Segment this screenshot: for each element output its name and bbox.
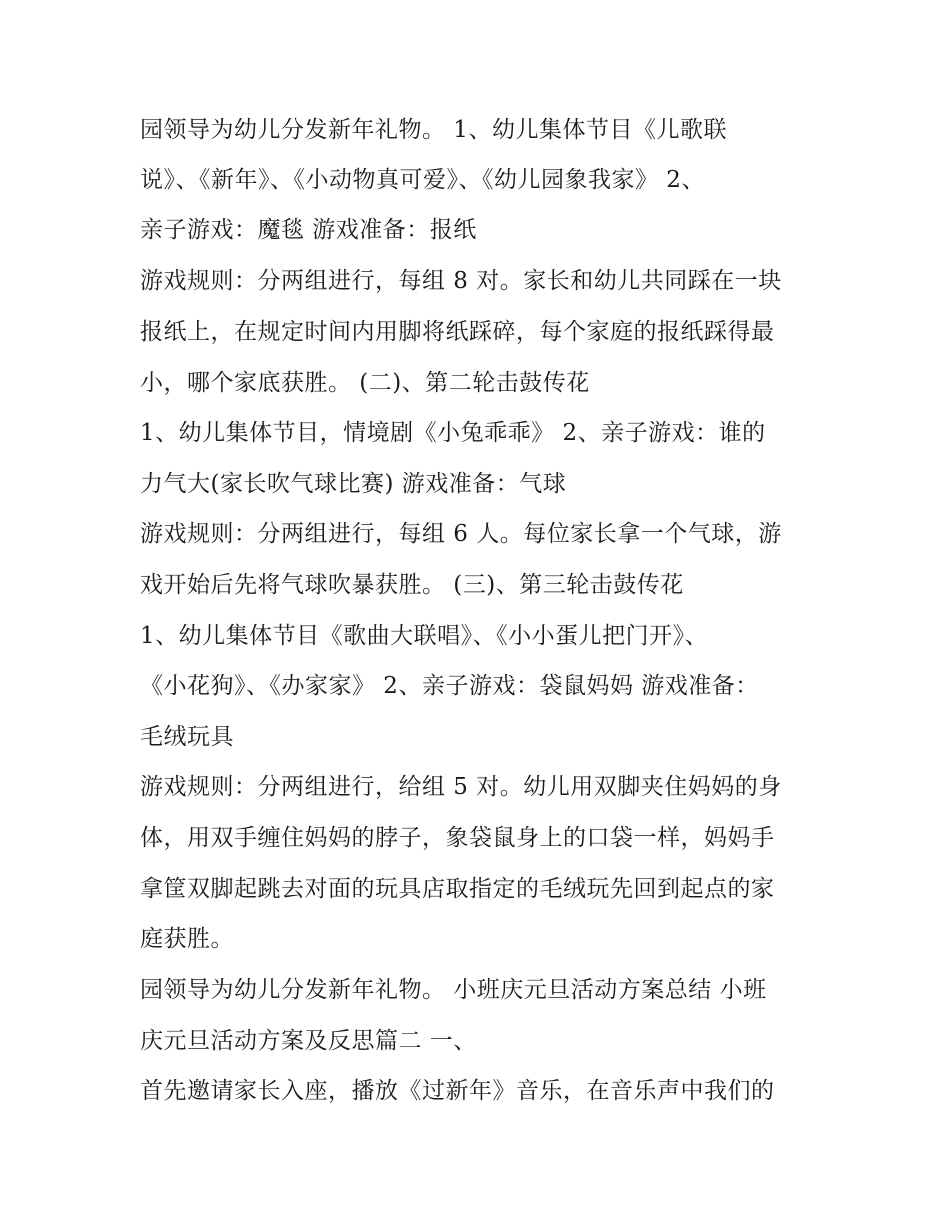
- text-line: 力气大(家长吹气球比赛) 游戏准备：气球: [140, 471, 567, 497]
- text-line: 小，哪个家底获胜。 (二)、第二轮击鼓传花: [140, 370, 590, 396]
- text-line: 亲子游戏：魔毯 游戏准备：报纸: [140, 217, 477, 243]
- text-line: 毛绒玩具: [140, 724, 234, 750]
- text-line: 戏开始后先将气球吹暴获胜。 (三)、第三轮击鼓传花: [140, 572, 684, 598]
- text-line: 园领导为幼儿分发新年礼物。 小班庆元旦活动方案总结 小班: [140, 977, 767, 1003]
- text-line: 1、幼儿集体节目《歌曲大联唱》、《小小蛋儿把门开》、: [140, 623, 709, 649]
- text-line: 庆元旦活动方案及反思篇二 一、: [140, 1028, 477, 1054]
- text-line: 庭获胜。: [140, 926, 234, 952]
- text-line: 游戏规则：分两组进行，每组 8 对。家长和幼儿共同踩在一块: [140, 268, 782, 294]
- text-line: 游戏规则：分两组进行，每组 6 人。每位家长拿一个气球，游: [140, 521, 782, 547]
- text-line: 首先邀请家长入座，播放《过新年》音乐，在音乐声中我们的: [140, 1078, 775, 1104]
- text-line: 体，用双手缠住妈妈的脖子，象袋鼠身上的口袋一样，妈妈手: [140, 825, 775, 851]
- text-line: 报纸上，在规定时间内用脚将纸踩碎，每个家庭的报纸踩得最: [140, 319, 775, 345]
- text-line: 园领导为幼儿分发新年礼物。 1、幼儿集体节目《儿歌联: [140, 117, 727, 143]
- text-line: 拿筐双脚起跳去对面的玩具店取指定的毛绒玩先回到起点的家: [140, 876, 775, 902]
- text-line: 1、幼儿集体节目，情境剧《小兔乖乖》 2、亲子游戏：谁的: [140, 420, 766, 446]
- text-line: 说》、《新年》、《小动物真可爱》、《幼儿园象我家》 2、: [140, 167, 705, 193]
- text-line: 《小花狗》、《办家家》 2、亲子游戏：袋鼠妈妈 游戏准备：: [140, 673, 759, 699]
- text-line: 游戏规则：分两组进行，给组 5 对。幼儿用双脚夹住妈妈的身: [140, 774, 782, 800]
